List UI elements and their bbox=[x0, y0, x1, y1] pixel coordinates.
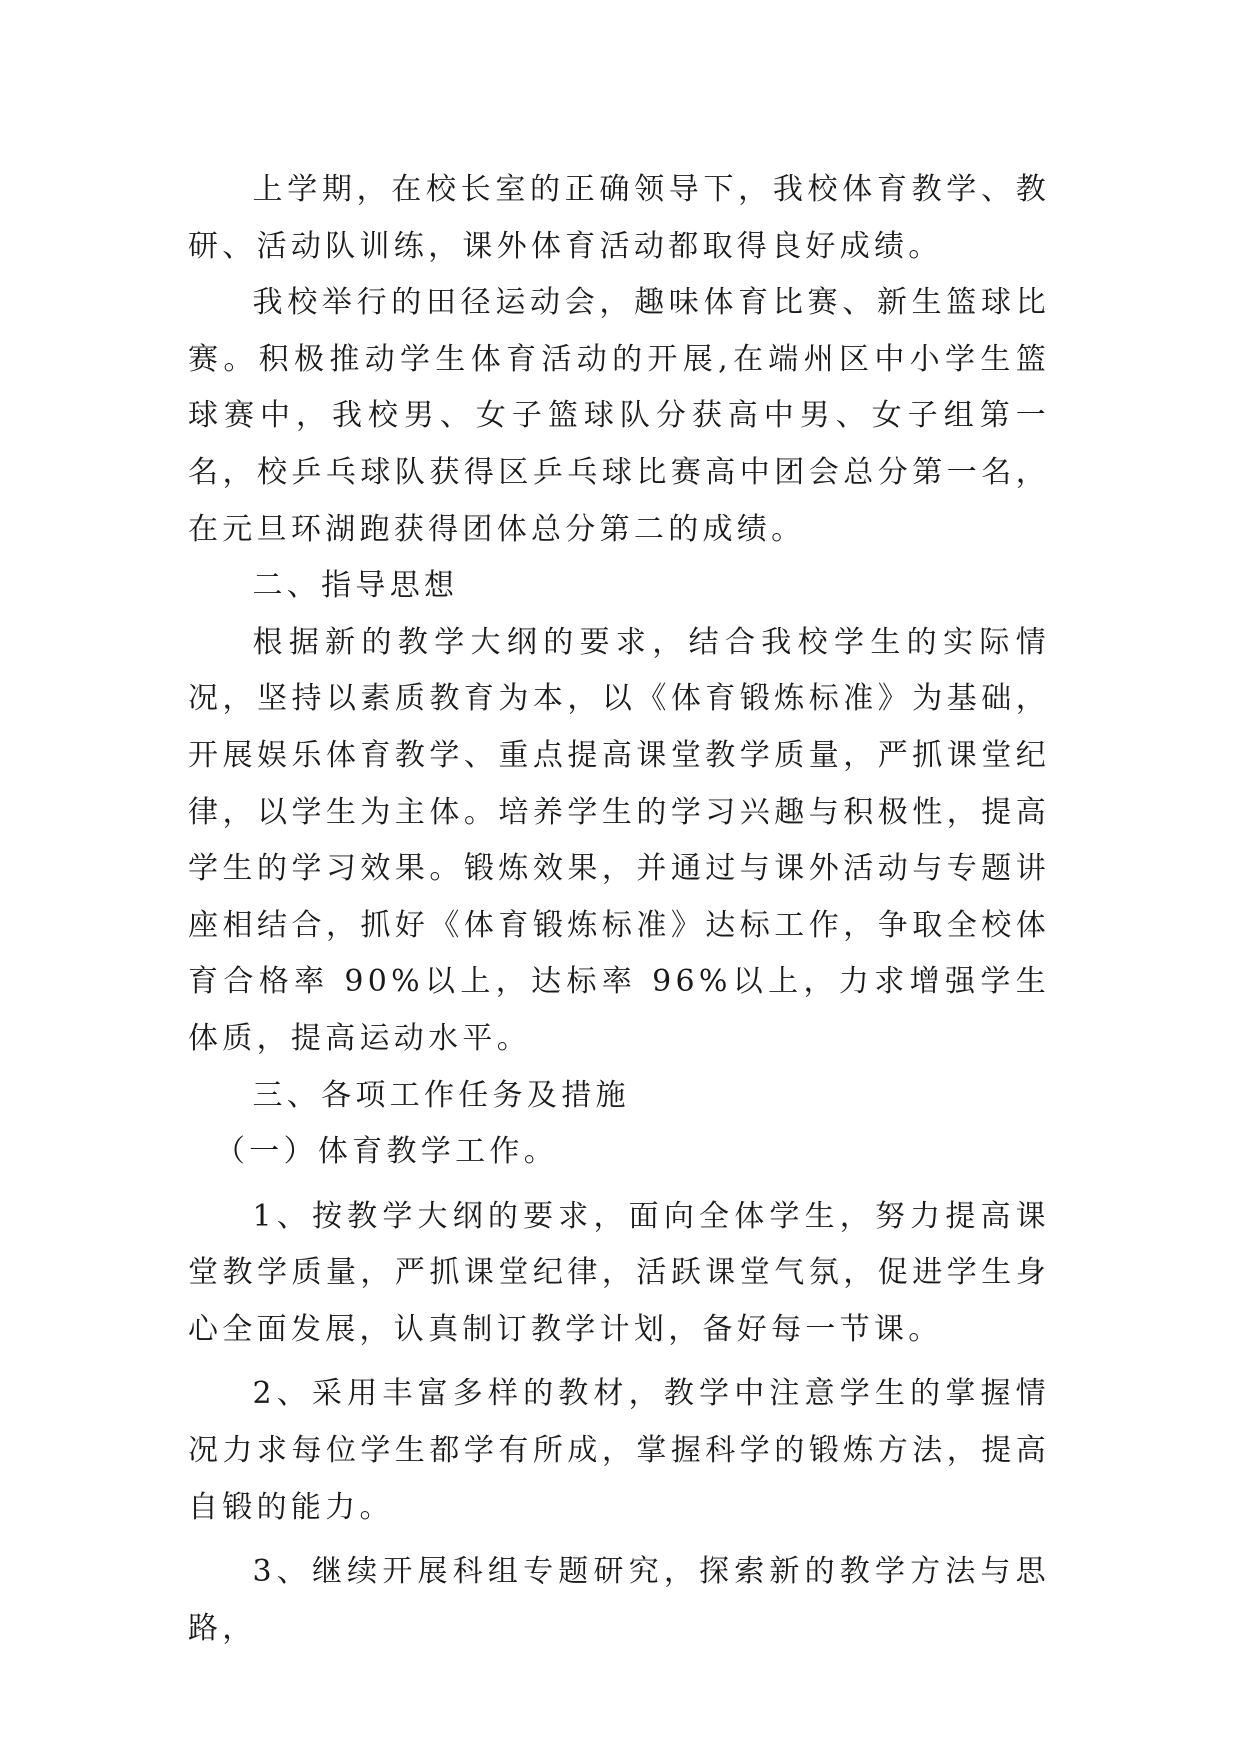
document-body bbox=[188, 162, 1050, 1657]
heading-tasks-measures: 三、各项工作任务及措施 bbox=[252, 1077, 630, 1113]
paragraph-guiding-ideology: 根据新的教学大纲的要求，结合我校学生的实际情况，坚持以素质教育为本，以《体育锻炼标准》为基础，开展娱乐体育教学、重点提高课堂教学质量，严抓课堂纪律，以学生为主体。培养学生的学习兴趣与积极性，提高学生的学习效果。锻炼效果，并通过与课外活动与专题讲座相结合，抓好《体育锻炼标准》达标工作，争取全校体育合格率 90%以上，达标率 96%以上，力求增强学生体质，提高运动水平。 bbox=[188, 624, 1050, 1056]
paragraph-intro: 上学期，在校长室的正确领导下，我校体育教学、教研、活动队训练，课外体育活动都取得良好成绩。 bbox=[188, 172, 1050, 264]
list-item-1: 1、按教学大纲的要求，面向全体学生，努力提高课堂教学质量，严抓课堂纪律，活跃课堂气氛，促进学生身心全面发展，认真制订教学计划，备好每一节课。 bbox=[188, 1198, 1050, 1347]
heading-guiding-ideology: 二、指导思想 bbox=[252, 568, 459, 604]
paragraph-achievements: 我校举行的田径运动会，趣味体育比赛、新生篮球比赛。积极推动学生体育活动的开展,在端州区中小学生篮球赛中，我校男、女子篮球队分获高中男、女子组第一名，校乒乓球队获得区乒乓球比赛高中团会总分第一名，在元旦环湖跑获得团体总分第二的成绩。 bbox=[188, 285, 1050, 547]
subheading-pe-teaching: （一）体育教学工作。 bbox=[215, 1134, 558, 1170]
list-item-2: 2、采用丰富多样的教材，教学中注意学生的掌握情况力求每位学生都学有所成，掌握科学的锻炼方法，提高自锻的能力。 bbox=[188, 1376, 1050, 1525]
list-item-3: 3、继续开展科组专题研究，探索新的教学方法与思路， bbox=[188, 1554, 1050, 1646]
